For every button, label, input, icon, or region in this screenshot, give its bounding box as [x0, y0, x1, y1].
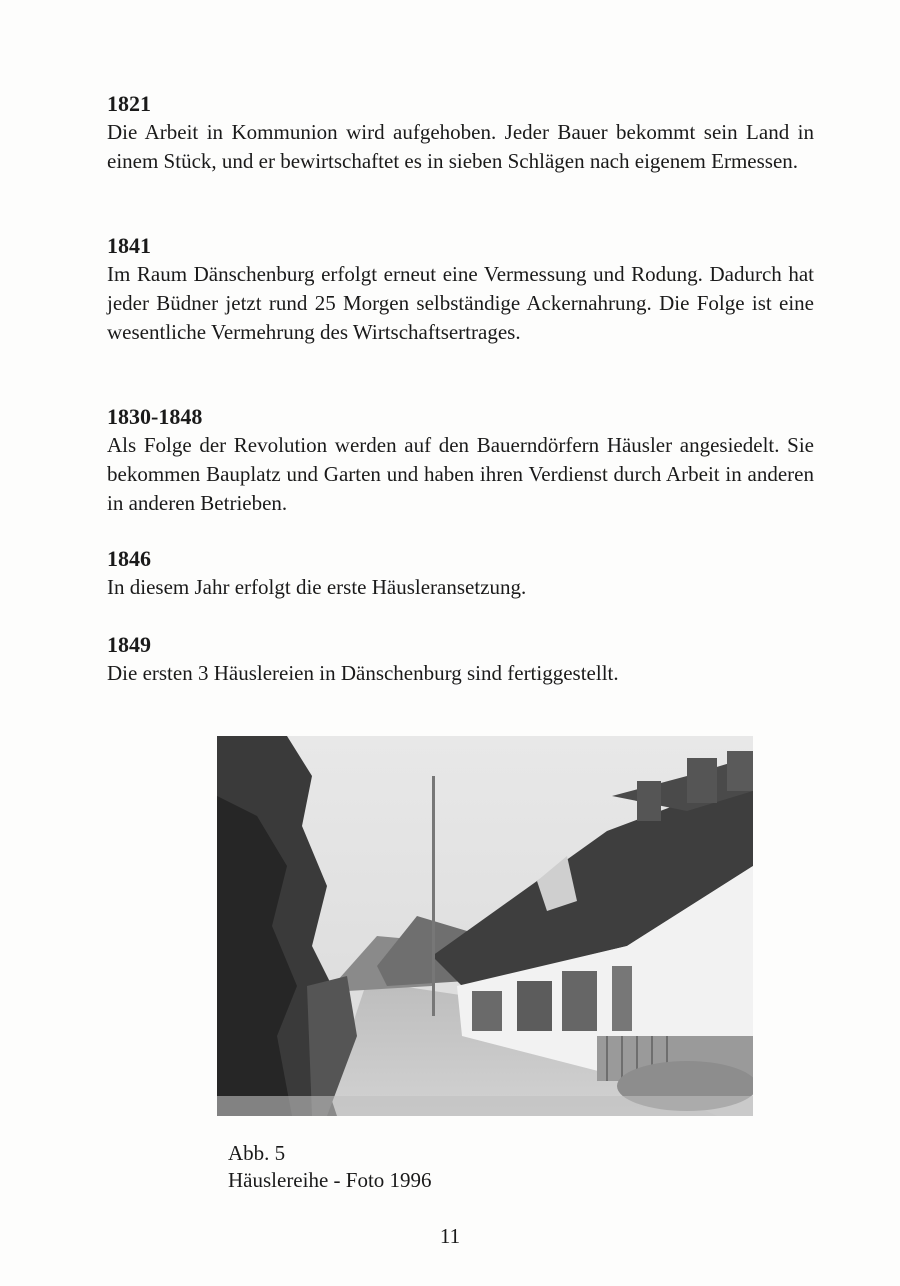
entry-1841 — [107, 231, 814, 347]
entry-1830-1848 — [107, 402, 814, 518]
entry-text: Die ersten 3 Häuslereien in Dänschenburg sind fertiggestellt. — [107, 661, 619, 685]
figure-caption-text: Häuslereihe - Foto 1996 — [228, 1168, 432, 1192]
page-number: 11 — [439, 1224, 461, 1248]
entry-text: Als Folge der Revolution werden auf den Bauerndörfern Häusler angesiedelt. Sie bekommen Bauplatz und Garten und haben ihren Verdienst durch Arbeit in anderen in anderen Betrieben. — [107, 433, 814, 515]
entry-year: 1841 — [107, 233, 151, 258]
entry-year: 1821 — [107, 91, 151, 116]
entry-1821 — [107, 89, 814, 176]
entry-1846 — [107, 544, 814, 602]
entry-year: 1846 — [107, 546, 151, 571]
figure-caption — [228, 1140, 432, 1194]
entry-text: Die Arbeit in Kommunion wird aufgehoben. Jeder Bauer bekommt sein Land in einem Stück, und er bewirtschaftet es in sieben Schlägen nach eigenem Ermessen. — [107, 120, 814, 173]
entry-1849 — [107, 630, 814, 688]
entry-year: 1830-1848 — [107, 404, 203, 429]
entry-text: In diesem Jahr erfolgt die erste Häusleransetzung. — [107, 575, 527, 599]
street-photo — [217, 736, 753, 1116]
entry-text: Im Raum Dänschenburg erfolgt erneut eine Vermessung und Rodung. Dadurch hat jeder Büdner jetzt rund 25 Morgen selbständige Ackernahrung. Die Folge ist eine wesentliche Vermehrung des Wirtschaftsertrages. — [107, 262, 814, 344]
figure-label: Abb. 5 — [228, 1141, 286, 1165]
entry-year: 1849 — [107, 632, 151, 657]
